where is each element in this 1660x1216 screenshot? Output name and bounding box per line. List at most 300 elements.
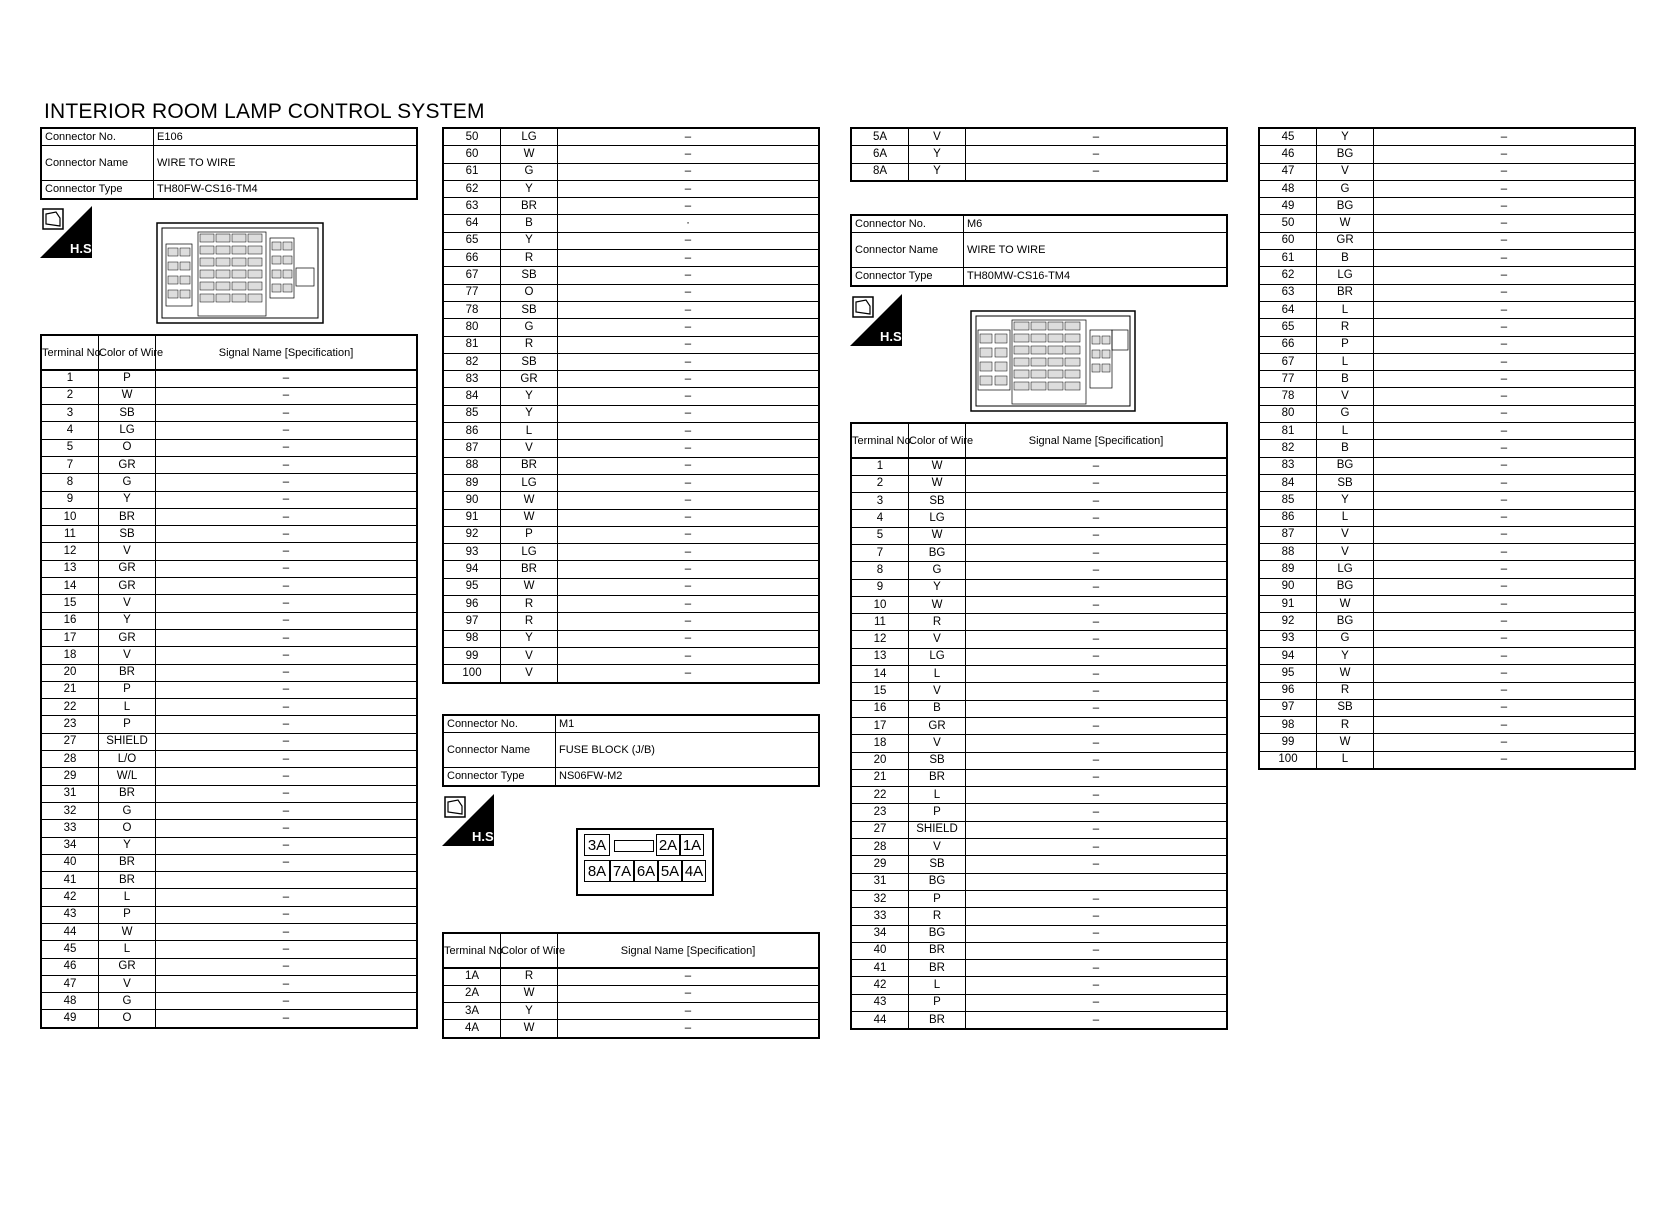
terminal-no-cell: 61 xyxy=(443,163,501,180)
wire-color-cell: LG xyxy=(909,510,966,527)
terminal-rows-m6-a xyxy=(850,457,1228,1031)
signal-name-cell: – xyxy=(558,250,820,267)
terminal-no-cell: 80 xyxy=(443,319,501,336)
connector-face-m6 xyxy=(970,310,1136,417)
signal-name-cell: – xyxy=(156,387,418,404)
terminal-no-cell: 15 xyxy=(851,683,909,700)
table-row xyxy=(851,683,1227,700)
wire-color-cell: V xyxy=(909,631,966,648)
terminal-no-cell: 17 xyxy=(41,629,99,646)
terminal-no-cell: 1 xyxy=(851,458,909,476)
wire-color-cell: B xyxy=(1317,371,1374,388)
terminal-no-cell: 93 xyxy=(1259,630,1317,647)
wire-color-cell: BG xyxy=(909,873,966,890)
signal-name-cell: – xyxy=(558,353,820,370)
table-row xyxy=(851,544,1227,561)
table-row xyxy=(41,906,417,923)
terminal-no-cell: 44 xyxy=(41,924,99,941)
wire-color-cell: V xyxy=(909,128,966,146)
signal-name-cell: – xyxy=(156,820,418,837)
terminal-no-cell: 44 xyxy=(851,1012,909,1030)
wire-color-cell: GR xyxy=(99,456,156,473)
wire-color-cell: BR xyxy=(99,854,156,871)
wire-color-cell: L xyxy=(909,666,966,683)
table-row xyxy=(851,596,1227,613)
wire-color-cell: L xyxy=(99,941,156,958)
terminal-no-cell: 84 xyxy=(443,388,501,405)
table-row xyxy=(1259,647,1635,664)
signal-name-cell: – xyxy=(1374,163,1636,180)
table-row xyxy=(851,839,1227,856)
wire-color-cell: W xyxy=(909,596,966,613)
wire-color-cell: V xyxy=(909,735,966,752)
table-row xyxy=(1259,128,1635,146)
terminal-no-cell: 48 xyxy=(41,993,99,1010)
wire-color-cell: Y xyxy=(909,163,966,181)
terminal-no-cell: 15 xyxy=(41,595,99,612)
signal-name-cell: – xyxy=(558,578,820,595)
table-row xyxy=(443,163,819,180)
table-row xyxy=(1259,734,1635,751)
terminal-table-m6-a xyxy=(850,422,1228,459)
terminal-no-cell: 11 xyxy=(41,526,99,543)
table-row xyxy=(1259,509,1635,526)
hs-label: H.S. xyxy=(70,241,96,256)
terminal-no-cell: 42 xyxy=(851,977,909,994)
wire-color-cell: L xyxy=(1317,751,1374,769)
color-header: Color of Wire xyxy=(501,933,558,968)
connector-no-label: Connector No. xyxy=(41,128,154,146)
signal-name-cell: – xyxy=(156,491,418,508)
terminal-no-cell: 6A xyxy=(851,146,909,163)
signal-name-cell: – xyxy=(966,631,1228,648)
terminal-no-cell: 92 xyxy=(443,526,501,543)
table-row xyxy=(1259,457,1635,474)
terminal-no-header: Terminal No. xyxy=(443,933,501,968)
wire-color-cell: V xyxy=(99,595,156,612)
table-row xyxy=(41,456,417,473)
wire-color-cell: P xyxy=(99,370,156,388)
wire-color-cell: W xyxy=(501,1020,558,1038)
signal-name-cell: – xyxy=(1374,596,1636,613)
table-row xyxy=(41,526,417,543)
terminal-no-cell: 10 xyxy=(41,508,99,525)
table-row xyxy=(1259,301,1635,318)
terminal-no-cell: 3 xyxy=(851,493,909,510)
signal-name-cell: – xyxy=(558,180,820,197)
wire-color-cell: V xyxy=(501,647,558,664)
signal-name-cell: – xyxy=(156,560,418,577)
signal-name-cell: – xyxy=(558,457,820,474)
table-row xyxy=(41,647,417,664)
wire-color-cell: V xyxy=(501,665,558,683)
signal-name-cell: – xyxy=(966,475,1228,492)
terminal-no-cell: 5 xyxy=(851,527,909,544)
fuse-latch xyxy=(614,840,654,852)
terminal-no-cell: 1A xyxy=(443,968,501,986)
signal-name-cell: – xyxy=(558,630,820,647)
table-row xyxy=(1259,405,1635,422)
terminal-rows-m1-a xyxy=(442,967,820,1039)
wire-color-cell: P xyxy=(909,804,966,821)
wire-color-cell: BR xyxy=(99,785,156,802)
table-row xyxy=(41,872,417,889)
signal-name-cell: – xyxy=(156,526,418,543)
signal-name-cell: – xyxy=(1374,423,1636,440)
terminal-no-cell: 34 xyxy=(41,837,99,854)
signal-name-cell: – xyxy=(966,666,1228,683)
table-row xyxy=(41,699,417,716)
wire-color-cell: O xyxy=(99,820,156,837)
table-row xyxy=(443,128,819,146)
table-row xyxy=(1259,371,1635,388)
table-row xyxy=(1259,163,1635,180)
terminal-no-cell: 63 xyxy=(1259,284,1317,301)
terminal-no-cell: 77 xyxy=(443,284,501,301)
signal-name-cell: – xyxy=(558,474,820,491)
terminal-rows-e106-b xyxy=(442,127,820,684)
terminal-no-cell: 50 xyxy=(1259,215,1317,232)
connector-type-value: NS06FW-M2 xyxy=(556,768,820,786)
wire-color-cell: BG xyxy=(909,544,966,561)
terminal-no-cell: 83 xyxy=(443,371,501,388)
signal-name-cell: – xyxy=(558,423,820,440)
terminal-no-cell: 43 xyxy=(851,994,909,1011)
wire-color-cell: SB xyxy=(99,526,156,543)
table-row xyxy=(443,198,819,215)
terminal-no-cell: 13 xyxy=(851,648,909,665)
table-row xyxy=(851,942,1227,959)
table-row xyxy=(41,820,417,837)
connector-name-label: Connector Name xyxy=(41,146,154,181)
signal-name-cell: – xyxy=(1374,682,1636,699)
signal-name-cell: – xyxy=(558,405,820,422)
terminal-no-cell: 20 xyxy=(851,752,909,769)
fuse-cell: 6A xyxy=(634,860,658,882)
signal-name-cell: – xyxy=(156,474,418,491)
signal-name-cell: – xyxy=(156,906,418,923)
table-row xyxy=(851,735,1227,752)
table-row xyxy=(41,941,417,958)
connector-no-value: M1 xyxy=(556,715,820,733)
wire-color-cell: BG xyxy=(1317,146,1374,163)
table-row xyxy=(41,716,417,733)
signal-name-cell: – xyxy=(1374,509,1636,526)
wire-color-cell: SHIELD xyxy=(909,821,966,838)
wire-color-cell: SB xyxy=(501,353,558,370)
table-row xyxy=(41,629,417,646)
signal-name-cell: – xyxy=(966,596,1228,613)
table-row xyxy=(443,1003,819,1020)
terminal-no-cell: 63 xyxy=(443,198,501,215)
signal-name-cell: – xyxy=(966,562,1228,579)
terminal-no-cell: 95 xyxy=(1259,665,1317,682)
terminal-no-cell: 78 xyxy=(443,301,501,318)
wire-color-cell: Y xyxy=(501,388,558,405)
signal-name-cell: – xyxy=(966,493,1228,510)
wire-color-cell: R xyxy=(501,968,558,986)
wire-color-cell: P xyxy=(501,526,558,543)
terminal-no-cell: 28 xyxy=(851,839,909,856)
wire-color-cell: SB xyxy=(909,493,966,510)
wire-color-cell: V xyxy=(1317,163,1374,180)
wire-color-cell: W xyxy=(1317,734,1374,751)
wire-color-cell: R xyxy=(501,250,558,267)
table-row xyxy=(41,837,417,854)
signal-name-cell: – xyxy=(966,804,1228,821)
terminal-no-cell: 31 xyxy=(851,873,909,890)
terminal-no-cell: 40 xyxy=(41,854,99,871)
table-row xyxy=(1259,630,1635,647)
signal-name-cell: – xyxy=(966,977,1228,994)
table-row xyxy=(1259,423,1635,440)
terminal-no-cell: 50 xyxy=(443,128,501,146)
terminal-no-cell: 67 xyxy=(1259,353,1317,370)
table-row xyxy=(443,544,819,561)
terminal-no-cell: 8A xyxy=(851,163,909,181)
wire-color-cell: BR xyxy=(501,198,558,215)
table-row xyxy=(851,648,1227,665)
table-row xyxy=(851,128,1227,146)
signal-name-cell: – xyxy=(156,768,418,785)
wire-color-cell: V xyxy=(1317,544,1374,561)
signal-name-cell: – xyxy=(156,958,418,975)
signal-name-cell: – xyxy=(966,614,1228,631)
wire-color-cell: G xyxy=(1317,180,1374,197)
table-row xyxy=(41,370,417,388)
table-row xyxy=(443,440,819,457)
table-row xyxy=(443,146,819,163)
wire-color-cell: Y xyxy=(1317,492,1374,509)
terminal-no-cell: 14 xyxy=(851,666,909,683)
table-row xyxy=(851,510,1227,527)
wire-color-cell: R xyxy=(501,613,558,630)
table-row xyxy=(851,752,1227,769)
wire-color-cell: Y xyxy=(99,837,156,854)
wire-color-cell: LG xyxy=(99,422,156,439)
connector-info-m6 xyxy=(850,214,1228,287)
signal-name-cell: – xyxy=(558,198,820,215)
terminal-no-cell: 67 xyxy=(443,267,501,284)
hs-icon xyxy=(850,294,906,346)
wire-color-cell: L xyxy=(909,977,966,994)
wire-color-cell: LG xyxy=(1317,267,1374,284)
table-row xyxy=(1259,232,1635,249)
wire-color-cell: P xyxy=(99,906,156,923)
terminal-no-cell: 2 xyxy=(41,387,99,404)
terminal-rows-m6-b xyxy=(1258,127,1636,770)
wire-color-cell: R xyxy=(501,596,558,613)
table-row xyxy=(41,802,417,819)
terminal-no-cell: 87 xyxy=(1259,526,1317,543)
terminal-no-cell: 45 xyxy=(1259,128,1317,146)
table-row xyxy=(443,630,819,647)
wire-color-cell: BR xyxy=(909,942,966,959)
wire-color-cell: G xyxy=(1317,405,1374,422)
signal-name-cell: – xyxy=(1374,319,1636,336)
terminal-no-cell: 5 xyxy=(41,439,99,456)
signal-name-cell: – xyxy=(1374,284,1636,301)
wire-color-cell: W xyxy=(501,492,558,509)
table-row xyxy=(41,508,417,525)
table-row xyxy=(41,422,417,439)
signal-name-cell: – xyxy=(1374,699,1636,716)
signal-name-cell: – xyxy=(1374,405,1636,422)
terminal-no-cell: 16 xyxy=(41,612,99,629)
wire-color-cell: R xyxy=(909,908,966,925)
wire-color-cell: L/O xyxy=(99,751,156,768)
wire-color-cell: BR xyxy=(909,960,966,977)
signal-name-cell: – xyxy=(966,960,1228,977)
table-row xyxy=(1259,492,1635,509)
wire-color-cell: B xyxy=(909,700,966,717)
table-row xyxy=(443,596,819,613)
terminal-no-cell: 23 xyxy=(851,804,909,821)
table-row xyxy=(443,665,819,683)
wire-color-cell: GR xyxy=(99,560,156,577)
wire-color-cell: G xyxy=(99,802,156,819)
terminal-no-cell: 1 xyxy=(41,370,99,388)
wire-color-cell: Y xyxy=(501,630,558,647)
wire-color-cell: BR xyxy=(909,1012,966,1030)
wire-color-cell: Y xyxy=(909,579,966,596)
terminal-no-cell: 12 xyxy=(851,631,909,648)
signal-name-cell: – xyxy=(558,613,820,630)
wire-color-cell: W/L xyxy=(99,768,156,785)
terminal-no-cell: 91 xyxy=(1259,596,1317,613)
terminal-no-cell: 62 xyxy=(443,180,501,197)
table-row xyxy=(41,924,417,941)
table-row xyxy=(1259,699,1635,716)
signal-name-cell: – xyxy=(558,163,820,180)
wire-color-cell: V xyxy=(909,839,966,856)
table-row xyxy=(41,612,417,629)
signal-name-cell: – xyxy=(966,925,1228,942)
terminal-no-cell: 87 xyxy=(443,440,501,457)
table-row xyxy=(851,475,1227,492)
terminal-table-m1-a xyxy=(442,932,820,969)
signal-name-cell: – xyxy=(156,941,418,958)
terminal-no-cell: 27 xyxy=(41,733,99,750)
signal-name-cell: – xyxy=(156,578,418,595)
table-row xyxy=(41,664,417,681)
signal-name-cell: – xyxy=(156,543,418,560)
wire-color-cell: V xyxy=(1317,388,1374,405)
table-row xyxy=(443,284,819,301)
wire-color-cell: W xyxy=(1317,215,1374,232)
terminal-no-cell: 77 xyxy=(1259,371,1317,388)
wire-color-cell: G xyxy=(909,562,966,579)
connector-no-value: E106 xyxy=(154,128,418,146)
wire-color-cell: BR xyxy=(99,664,156,681)
signal-header: Signal Name [Specification] xyxy=(558,933,820,968)
wire-color-cell: P xyxy=(909,890,966,907)
terminal-no-cell: 90 xyxy=(1259,578,1317,595)
signal-name-cell: – xyxy=(1374,371,1636,388)
signal-name-cell: – xyxy=(966,1012,1228,1030)
connector-name-value: WIRE TO WIRE xyxy=(964,233,1228,268)
table-row xyxy=(41,405,417,422)
table-row xyxy=(851,717,1227,734)
page-title: INTERIOR ROOM LAMP CONTROL SYSTEM xyxy=(44,100,485,123)
table-row xyxy=(851,821,1227,838)
terminal-no-cell: 2 xyxy=(851,475,909,492)
signal-name-cell: – xyxy=(156,422,418,439)
terminal-no-cell: 60 xyxy=(443,146,501,163)
wire-color-cell: SB xyxy=(501,301,558,318)
connector-info-e106 xyxy=(40,127,418,200)
signal-name-cell: – xyxy=(1374,474,1636,491)
table-row xyxy=(851,700,1227,717)
table-row xyxy=(41,854,417,871)
wire-color-cell: Y xyxy=(1317,647,1374,664)
table-row xyxy=(443,388,819,405)
table-row xyxy=(443,336,819,353)
terminal-no-cell: 23 xyxy=(41,716,99,733)
terminal-no-cell: 16 xyxy=(851,700,909,717)
table-row xyxy=(443,301,819,318)
signal-name-cell xyxy=(966,873,1228,890)
table-row xyxy=(1259,388,1635,405)
terminal-no-cell: 46 xyxy=(1259,146,1317,163)
table-row xyxy=(41,1010,417,1028)
signal-name-cell: – xyxy=(966,527,1228,544)
wire-color-cell: GR xyxy=(99,578,156,595)
signal-name-cell: – xyxy=(966,994,1228,1011)
connector-no-value: M6 xyxy=(964,215,1228,233)
table-row xyxy=(443,578,819,595)
wire-color-cell: W xyxy=(501,509,558,526)
signal-name-cell: – xyxy=(1374,267,1636,284)
terminal-no-cell: 86 xyxy=(1259,509,1317,526)
signal-name-cell: – xyxy=(558,665,820,683)
signal-name-cell: – xyxy=(558,647,820,664)
signal-name-cell: – xyxy=(558,596,820,613)
connector-type-value: TH80MW-CS16-TM4 xyxy=(964,268,1228,286)
signal-name-cell: – xyxy=(558,440,820,457)
terminal-no-cell: 21 xyxy=(41,681,99,698)
signal-name-cell: – xyxy=(1374,301,1636,318)
table-row xyxy=(1259,474,1635,491)
terminal-no-cell: 47 xyxy=(1259,163,1317,180)
column-m6-table-a xyxy=(850,422,1228,1030)
terminal-no-cell: 28 xyxy=(41,751,99,768)
connector-name-label: Connector Name xyxy=(443,733,556,768)
table-row xyxy=(851,960,1227,977)
table-row xyxy=(443,319,819,336)
terminal-no-cell: 42 xyxy=(41,889,99,906)
terminal-no-cell: 98 xyxy=(443,630,501,647)
terminal-no-cell: 29 xyxy=(851,856,909,873)
terminal-no-cell: 49 xyxy=(1259,198,1317,215)
wire-color-cell: SB xyxy=(1317,699,1374,716)
terminal-no-cell: 8 xyxy=(41,474,99,491)
connector-type-label: Connector Type xyxy=(41,181,154,199)
wire-color-cell: L xyxy=(909,787,966,804)
terminal-no-cell: 64 xyxy=(443,215,501,232)
table-row xyxy=(1259,613,1635,630)
signal-name-cell: – xyxy=(156,595,418,612)
signal-name-cell: – xyxy=(966,717,1228,734)
wire-color-cell: BR xyxy=(501,561,558,578)
connector-type-label: Connector Type xyxy=(851,268,964,286)
wire-color-cell: BR xyxy=(1317,284,1374,301)
terminal-no-cell: 89 xyxy=(1259,561,1317,578)
table-row xyxy=(443,180,819,197)
signal-name-cell: – xyxy=(966,890,1228,907)
terminal-no-cell: 22 xyxy=(41,699,99,716)
wire-color-cell: BR xyxy=(909,769,966,786)
